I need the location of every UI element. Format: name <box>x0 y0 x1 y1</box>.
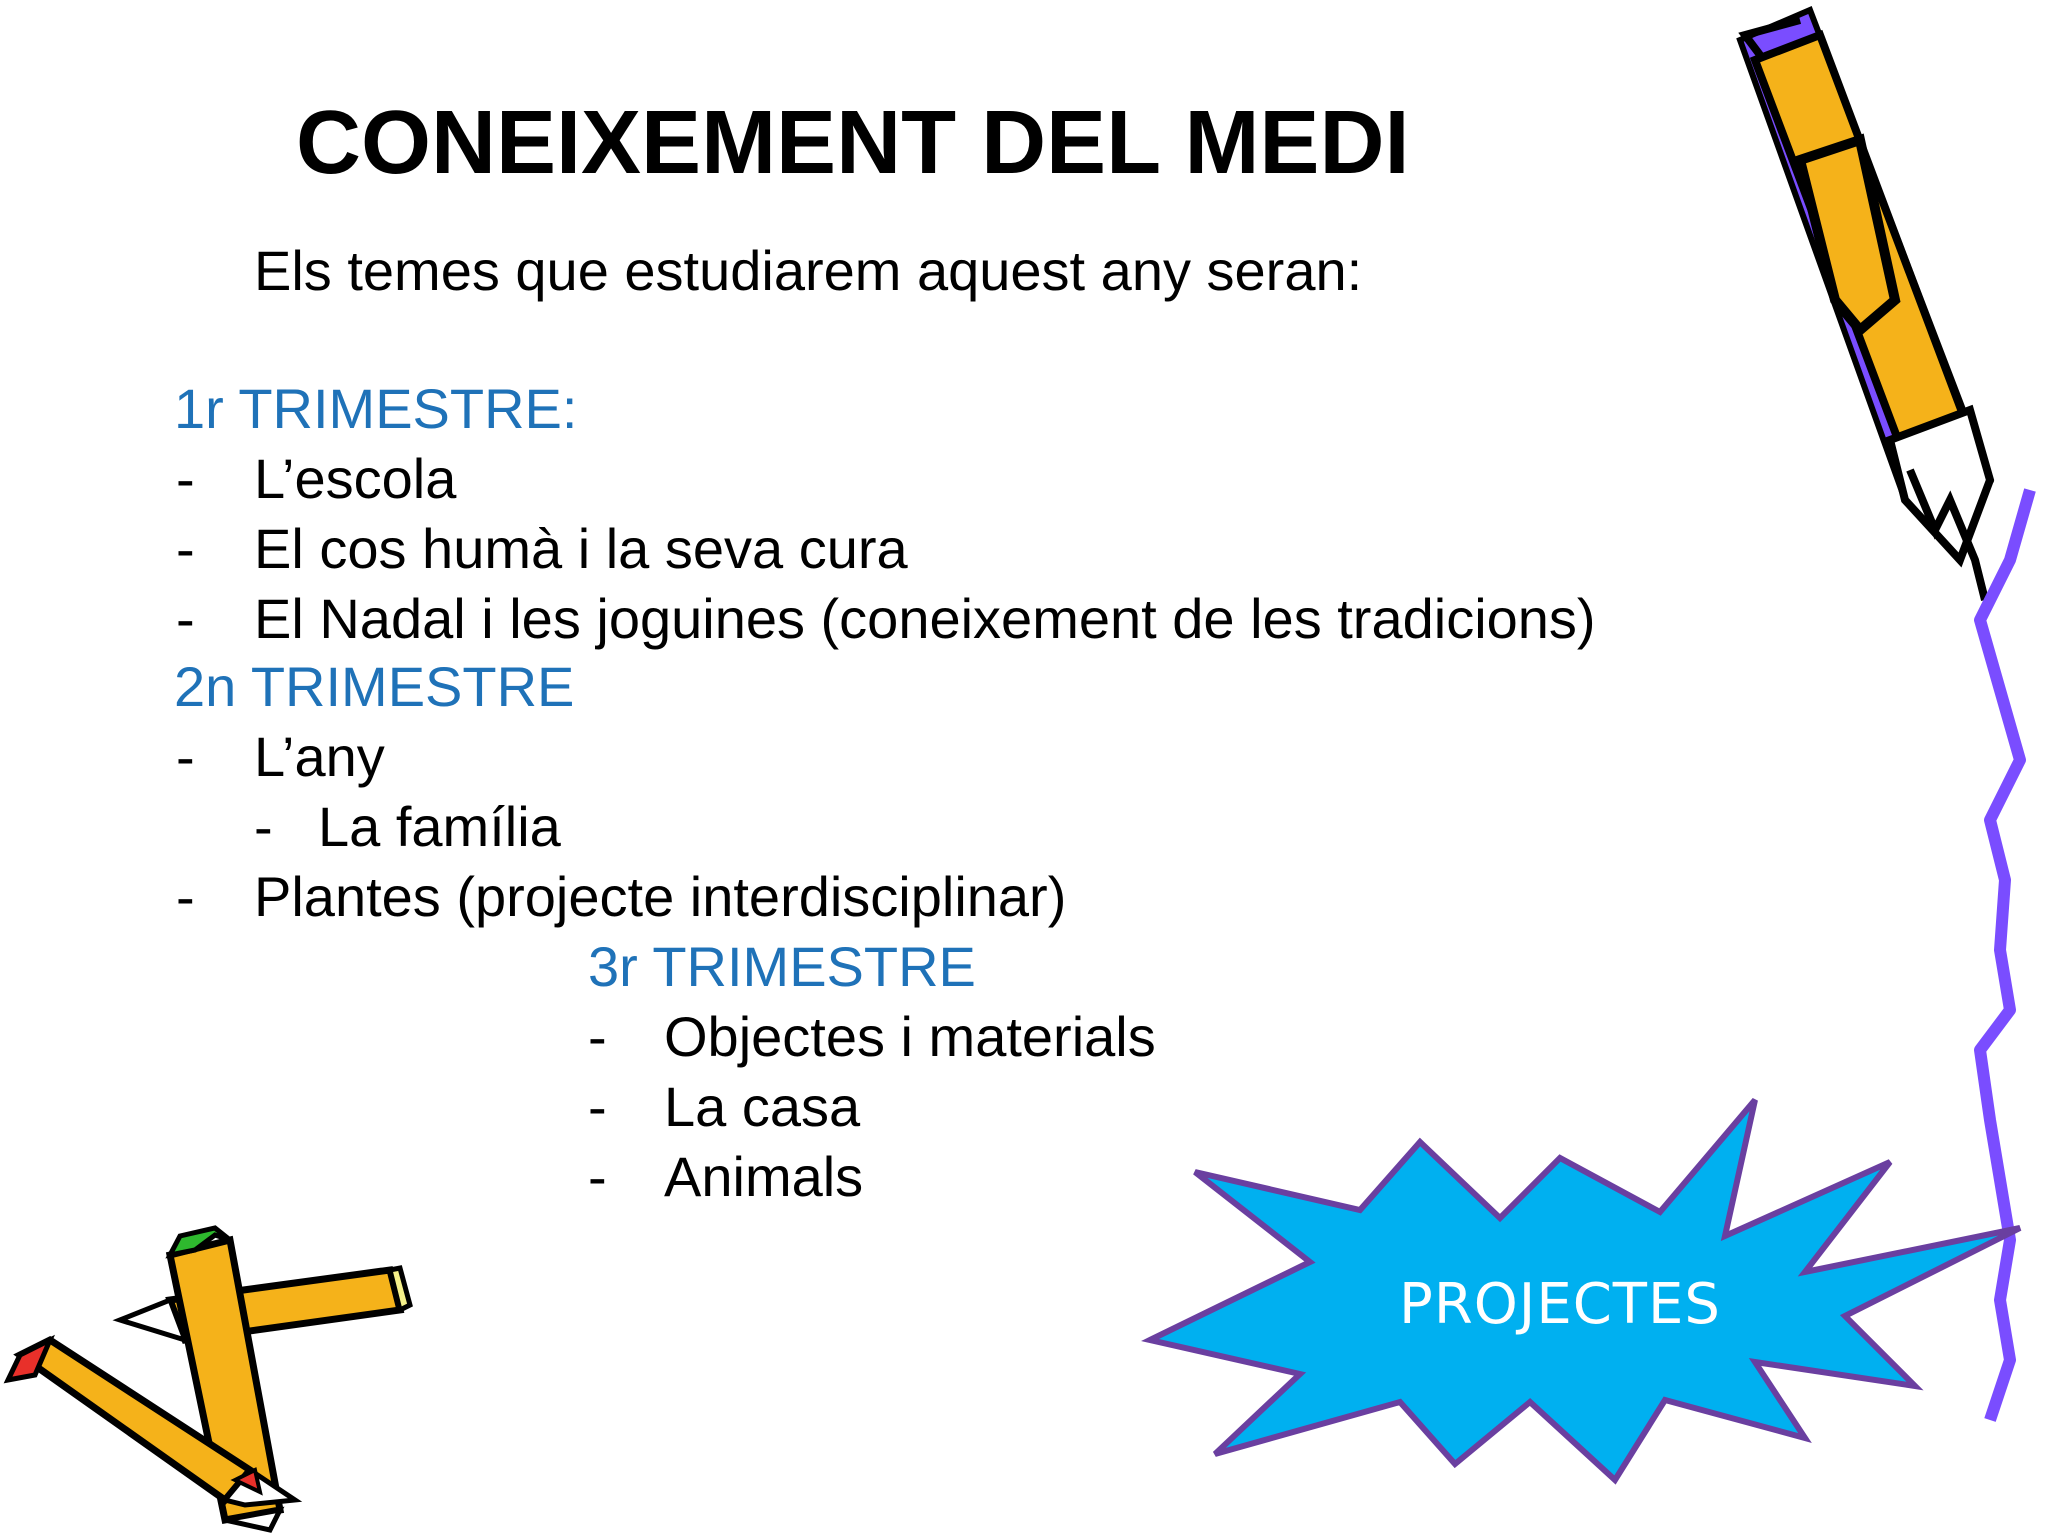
term-3-item-1: Objectes i materials <box>664 1005 1156 1068</box>
term-1-item-1: L’escola <box>254 447 457 510</box>
projectes-label[interactable]: PROJECTES <box>1399 1272 1721 1337</box>
term-1-item-2: El cos humà i la seva cura <box>254 517 908 580</box>
term-3-heading: 3r TRIMESTRE <box>588 935 976 998</box>
list-item-dash: - <box>176 517 195 580</box>
term-2-item-2: La família <box>318 795 561 858</box>
term-1-item-3: El Nadal i les joguines (coneixement de les tradicions) <box>254 587 1596 650</box>
pencils-icon-small <box>8 1228 410 1530</box>
list-item-dash: - <box>176 447 195 510</box>
squiggle-line <box>1980 490 2030 1420</box>
slide-title: CONEIXEMENT DEL MEDI <box>296 93 1410 193</box>
list-item-dash: - <box>254 795 273 858</box>
term-2-item-3: Plantes (projecte interdisciplinar) <box>254 865 1067 928</box>
term-1-heading: 1r TRIMESTRE: <box>174 377 578 440</box>
list-item-dash: - <box>588 1075 607 1138</box>
list-item-dash: - <box>176 725 195 788</box>
list-item-dash: - <box>588 1005 607 1068</box>
term-2-heading: 2n TRIMESTRE <box>174 655 575 718</box>
term-3-item-3: Animals <box>664 1145 864 1208</box>
list-item-dash: - <box>588 1145 607 1208</box>
list-item-dash: - <box>176 865 195 928</box>
intro-text: Els temes que estudiarem aquest any seran: <box>254 239 1363 302</box>
list-item-dash: - <box>176 587 195 650</box>
term-2-item-1: L’any <box>254 725 385 788</box>
pencil-icon-large <box>1740 10 1990 600</box>
term-3-item-2: La casa <box>664 1075 861 1138</box>
